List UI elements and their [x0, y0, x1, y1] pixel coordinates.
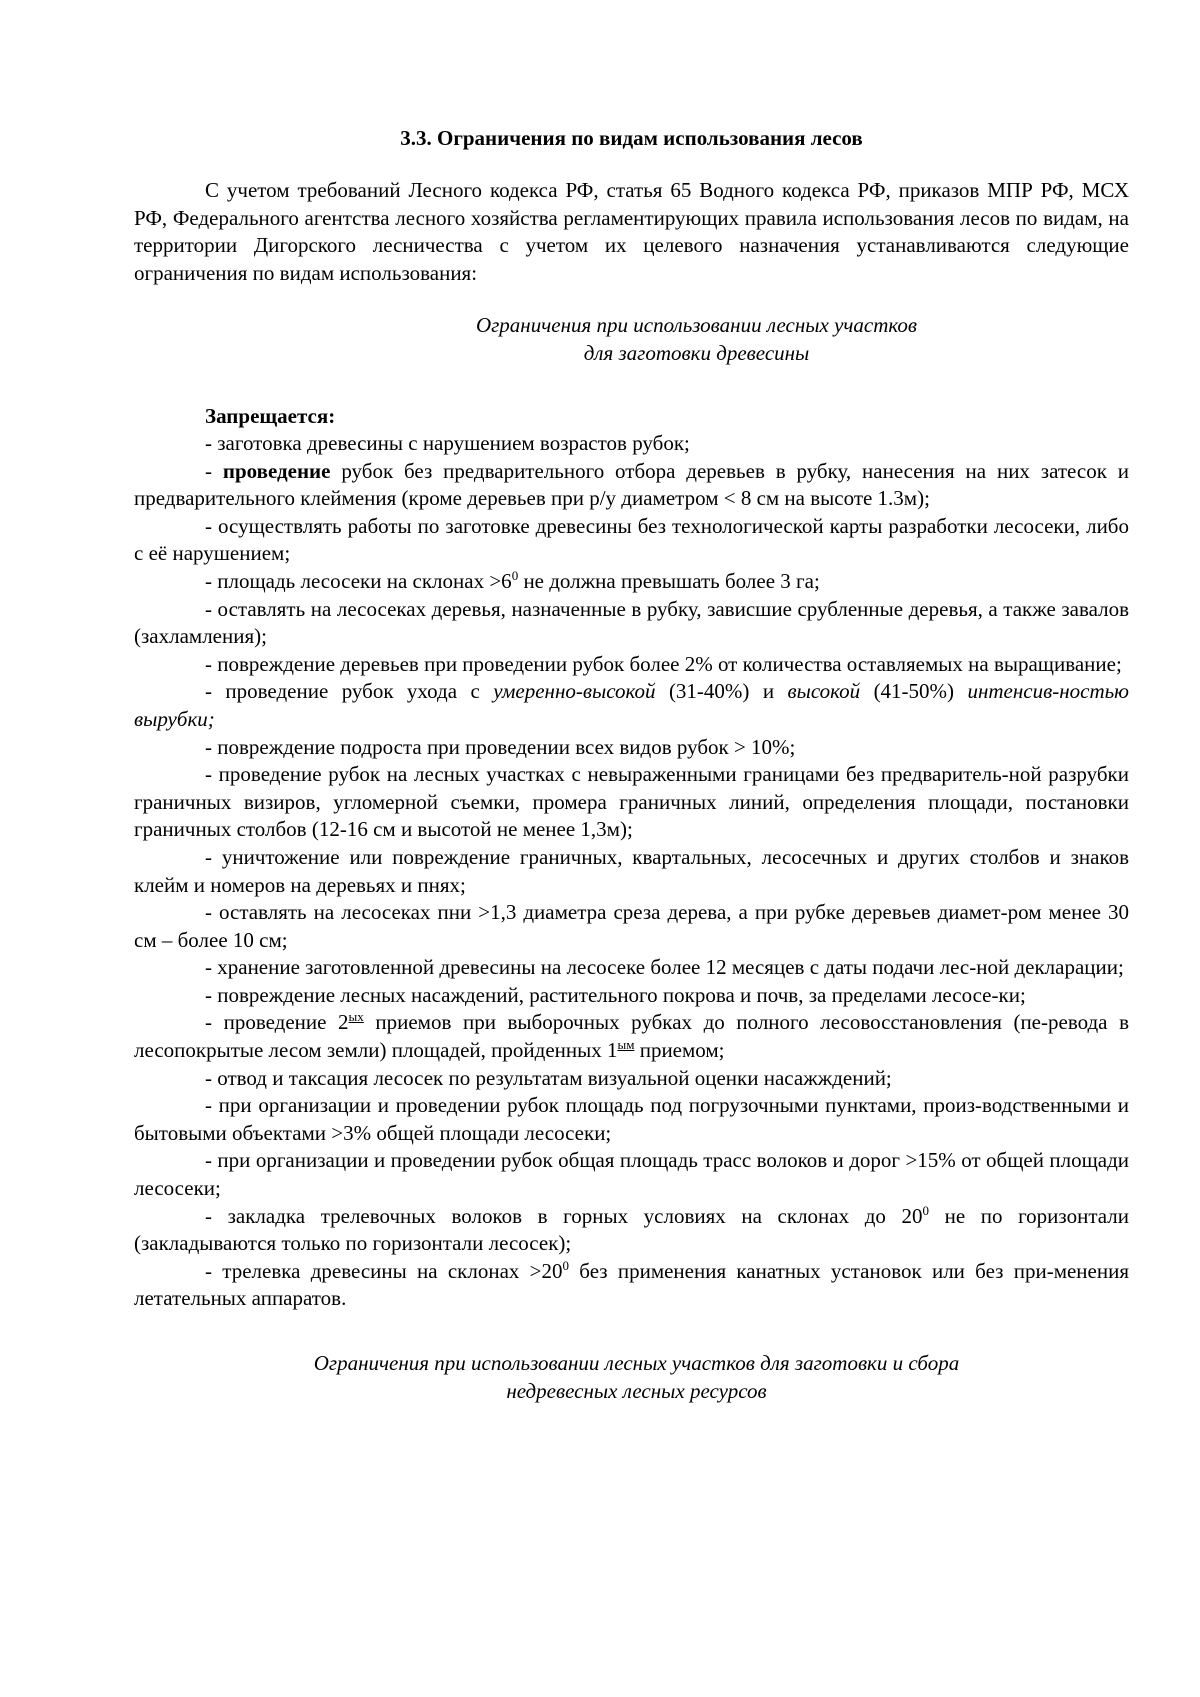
ordinal-superscript: ых — [348, 1009, 364, 1025]
intro-paragraph: С учетом требований Лесного кодекса РФ, статья 65 Водного кодекса РФ, приказов МПР РФ, МСХ РФ, Федерального агентства лесного хозяйства регламентирующих правила использования лесов по видам, на территории Дигорского лесничества с учетом их целевого назначения устанавливаются следующие ограничения по видам использования: — [134, 178, 1129, 285]
subheading-timber-harvesting — [134, 311, 1129, 367]
subheading-line: Ограничения при использовании лесных участков — [475, 313, 918, 337]
degree-superscript: 0 — [922, 1202, 929, 1218]
restriction-item: - при организации и проведении рубок площадь под погрузочными пунктами, произ-водственными и бытовыми объектами >3% общей площади лесосеки; — [134, 1093, 1129, 1145]
restriction-item: - отвод и таксация лесосек по результатам визуальной оценки насажждений; — [205, 1065, 892, 1090]
restriction-item: - заготовка древесины с нарушением возрастов рубок; — [205, 431, 690, 455]
item-text: - — [205, 458, 223, 483]
item-text: - площадь лесосеки на склонах >6 — [205, 568, 512, 593]
restriction-item: - повреждение деревьев при проведении рубок более 2% от количества оставляемых на выращивание; — [205, 651, 1122, 676]
restriction-item: - оставлять на лесосеках пни >1,3 диаметра среза дерева, а при рубке деревьев диамет-ром менее 30 см – более 10 см; — [134, 900, 1129, 952]
restriction-item: - повреждение лесных насаждений, растительного покрова и почв, за пределами лесосе-ки; — [205, 982, 1026, 1007]
subheading-non-timber-resources — [134, 1349, 1129, 1405]
item-text: без применения канатных установок или без при-менения летательных аппаратов. — [134, 1258, 1130, 1311]
subheading-line: Ограничения при использовании лесных участков для заготовки и сбора — [313, 1351, 960, 1375]
item-text: приемом; — [634, 1038, 725, 1063]
restriction-item — [134, 568, 1129, 596]
item-text: - проведение 2 — [205, 1010, 349, 1035]
restriction-item: - проведение рубок на лесных участках с невыраженными границами без предваритель-ной разрубки граничных визиров, угломерной съемки, промера граничных линий, определения площади, постановки граничных столбов (12-16 см и высотой не менее 1,3м); — [134, 762, 1129, 842]
restriction-item: - уничтожение или повреждение граничных, квартальных, лесосечных и других столбов и знаков клейм и номеров на деревьях и пнях; — [134, 844, 1129, 897]
item-text: не должна превышать более 3 га; — [518, 568, 820, 593]
item-bold-text: проведение — [222, 458, 331, 483]
item-text: приемов при выборочных рубках до полного лесовосстановления (пе-ревода в лесопокрытые лесом земли) площадей, пройденных 1 — [134, 1010, 1129, 1063]
item-italic-text: умеренно-высокой — [493, 679, 656, 704]
restriction-item — [134, 678, 1129, 733]
ordinal-superscript: ым — [617, 1037, 635, 1053]
item-italic-text: интенсив-ностью вырубки; — [134, 679, 1129, 731]
item-text: рубок без предварительного отбора деревьев в рубку, нанесения на них затесок и предварительного клеймения (кроме деревьев при р/у диаметром < 8 см на высоте 1.3м); — [134, 458, 1129, 511]
page-content — [134, 123, 1129, 1405]
restriction-item — [134, 1009, 1129, 1064]
restriction-item — [134, 458, 1129, 513]
item-text: (31-40%) и — [655, 679, 788, 704]
degree-superscript: 0 — [511, 567, 519, 583]
item-text: - закладка трелевочных волоков в горных условиях на склонах до 20 — [205, 1203, 923, 1228]
item-italic-text: высокой — [787, 679, 861, 704]
restriction-item: - хранение заготовленной древесины на лесосеке более 12 месяцев с даты подачи лес-ной декларации; — [205, 955, 1124, 980]
section-title: 3.3. Ограничения по видам использования лесов — [400, 126, 863, 150]
restriction-item — [134, 1258, 1129, 1313]
item-text: - трелевка древесины на склонах >20 — [205, 1258, 563, 1283]
restriction-item: - повреждение подроста при проведении всех видов рубок > 10%; — [205, 734, 796, 759]
item-text: не по горизонтали (закладываются только по горизонтали лесосек); — [134, 1203, 1129, 1256]
restriction-item: - осуществлять работы по заготовке древесины без технологической карты разработки лесосеки, либо с её нарушением; — [134, 513, 1129, 566]
item-text: (41-50%) — [860, 679, 968, 704]
subheading-line: для заготовки древесины — [583, 341, 810, 365]
subheading-line: недревесных лесных ресурсов — [506, 1379, 767, 1403]
item-text: - проведение рубок ухода с — [205, 679, 494, 704]
restriction-item — [134, 1203, 1129, 1258]
restrictions-list — [134, 430, 1129, 1313]
forbidden-heading: Запрещается: — [205, 404, 336, 428]
restriction-item: - при организации и проведении рубок общая площадь трасс волоков и дорог >15% от общей площади лесосеки; — [134, 1148, 1129, 1201]
degree-superscript: 0 — [562, 1257, 570, 1273]
restriction-item: - оставлять на лесосеках деревья, назначенные в рубку, зависшие срубленные деревья, а также завалов (захламления); — [134, 596, 1129, 649]
